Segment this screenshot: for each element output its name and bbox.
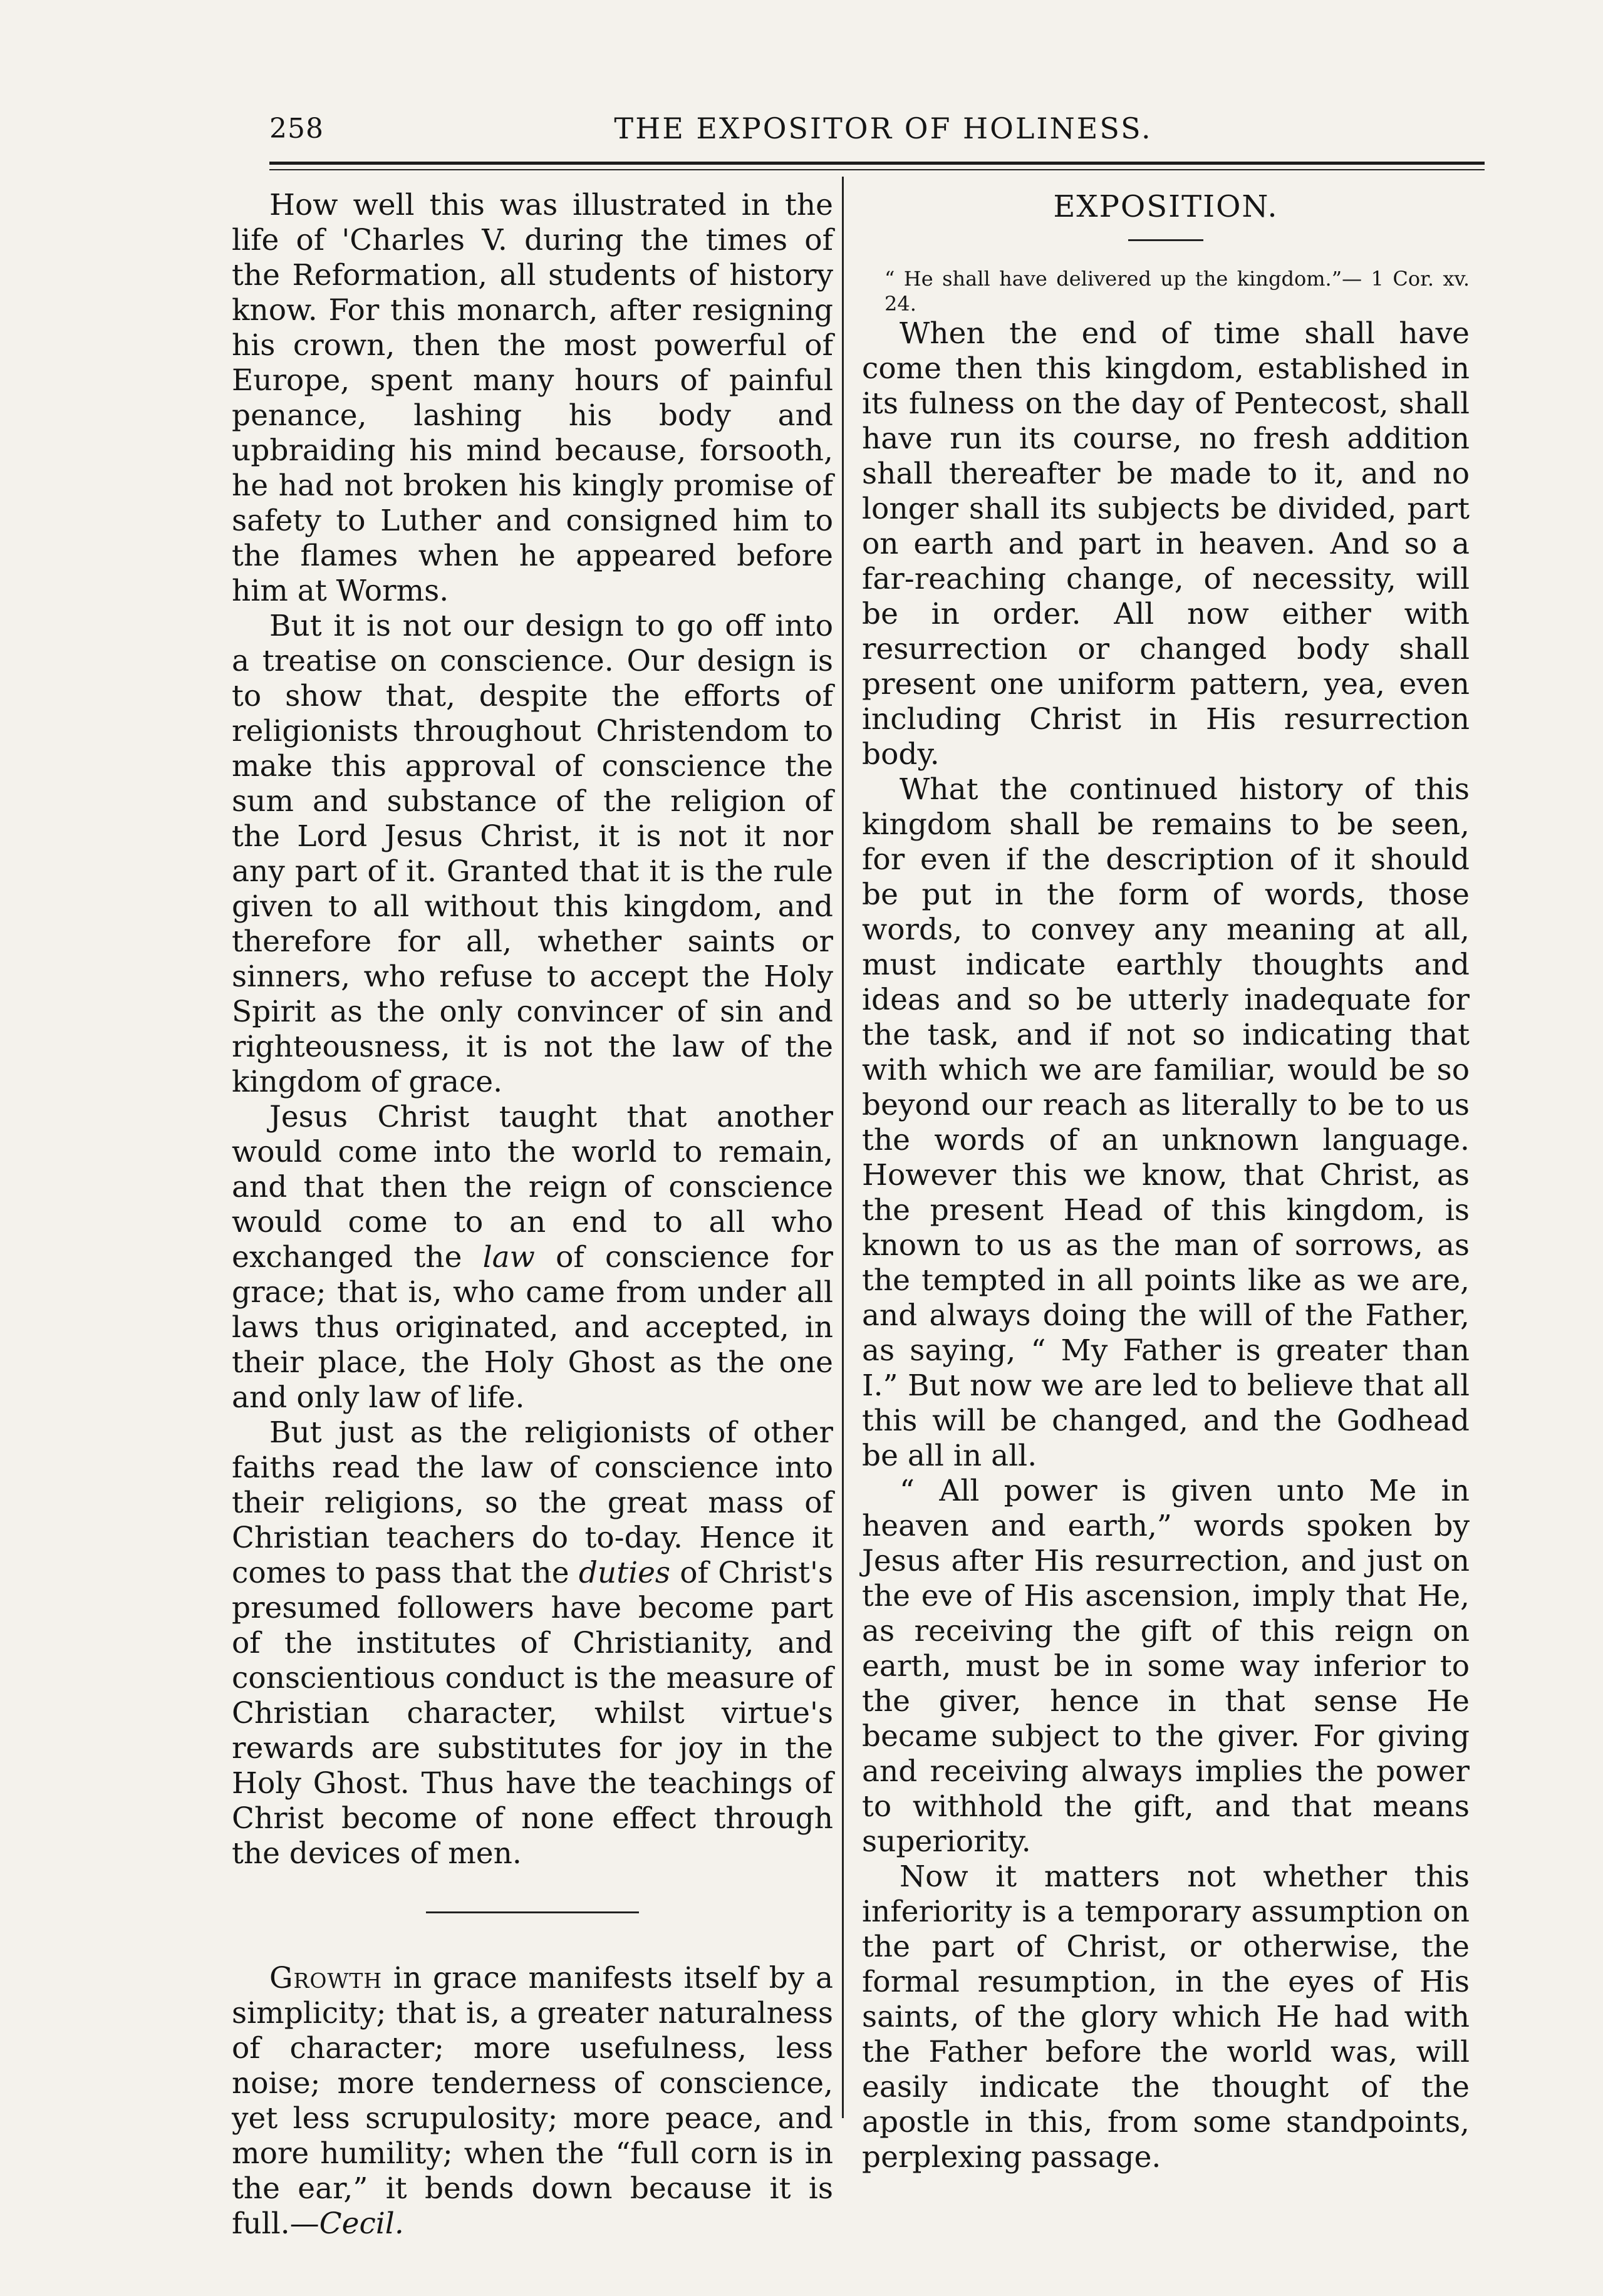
left-column: [232, 188, 833, 2242]
column-divider: [842, 177, 844, 2118]
growth-author: Cecil.: [319, 2206, 404, 2241]
section-separator: [426, 1911, 639, 1913]
left-paragraph-4: [232, 1415, 833, 1871]
growth-paragraph: [232, 1961, 833, 2242]
text-run: of Christ's presumed followers have become part of the institutes of Christianity, and conscientious conduct is the measure of Christian character, whilst virtue's rewards are substitutes for joy in the Holy Ghost. Thus have the teachings of Christ become of none effect through the devices of men.: [232, 1556, 833, 1871]
title-rule: [1128, 239, 1203, 241]
page-header: [269, 106, 1497, 157]
text-run: Jesus Christ taught that another would come into the world to remain, and that then the reign of conscience would come to an end to all who exchanged the: [232, 1100, 833, 1275]
epigraph: “ He shall have delivered up the kingdom.”— 1 Cor. xv. 24.: [885, 267, 1470, 316]
left-paragraph-2: But it is not our design to go off into a treatise on conscience. Our design is to show that, despite the efforts of religionists throughout Christendom to make this approval of conscience the sum and substance of the religion of the Lord Jesus Christ, it is not it nor any part of it. Granted that it is the rule given to all without this kingdom, and therefore for all, whether saints or sinners, who refuse to accept the Holy Spirit as the only convincer of sin and righteousness, it is not the law of the kingdom of grace.: [232, 609, 833, 1099]
right-paragraph-3: “ All power is given unto Me in heaven and earth,” words spoken by Jesus after His resurrection, and just on the eve of His ascension, imply that He, as receiving the gift of this reign on earth, must be in some way inferior to the giver, hence in that sense He became subject to the giver. For giving and receiving always implies the power to withhold the gift, and that means superiority.: [862, 1474, 1470, 1859]
growth-text: in grace manifests itself by a simplicity; that is, a greater naturalness of character; more usefulness, less noise; more tenderness of conscience, yet less scrupulosity; more peace, and more humility; when the “full corn is in the ear,” it bends down because it is full.—: [232, 1961, 833, 2241]
header-rule-thick: [269, 162, 1485, 165]
page-number: 258: [269, 113, 324, 145]
header-rule-thin: [269, 169, 1485, 170]
emphasis-duties: duties: [578, 1556, 671, 1590]
right-paragraph-4: Now it matters not whether this inferiority is a temporary assumption on the part of Christ, or otherwise, the formal resumption, in the eyes of His saints, of the glory which He had with the Father before the world was, will easily indicate the thought of the apostle in this, from some standpoints, perplexing passage.: [862, 1859, 1470, 2174]
emphasis-law: law: [482, 1240, 535, 1275]
left-paragraph-3: [232, 1100, 833, 1415]
text-run: of conscience for grace; that is, who came from under all laws thus originated, and accepted, in their place, the Holy Ghost as the one and only law of life.: [232, 1240, 833, 1415]
text-run: But just as the religionists of other faiths read the law of conscience into their religions, so the great mass of Christian teachers do to-day. Hence it comes to pass that the: [232, 1415, 833, 1590]
right-paragraph-2: What the continued history of this kingdom shall be remains to be seen, for even if the description of it should be put in the form of words, those words, to convey any meaning at all, must indicate earthly thoughts and ideas and so be utterly inadequate for the task, and if not so indicating that with which we are familiar, would be so beyond our reach as literally to be to us the words of an unknown language. However this we know, that Christ, as the present Head of this kingdom, is known to us as the man of sorrows, as the tempted in all points like as we are, and always doing the will of the Father, as saying, “ My Father is greater than I.” But now we are led to believe that all this will be changed, and the Godhead be all in all.: [862, 772, 1470, 1473]
exposition-title: EXPOSITION.: [1053, 189, 1279, 224]
right-paragraph-1: When the end of time shall have come then this kingdom, established in its fulness on the day of Pentecost, shall have run its course, no fresh addition shall thereafter be made to it, and no longer shall its subjects be divided, part on earth and part in heaven. And so a far-reaching change, of necessity, will be in order. All now either with resurrection or changed body shall present one uniform pattern, yea, even including Christ in His resurrection body.: [862, 316, 1470, 772]
growth-lead-word: Growth: [269, 1961, 383, 1995]
right-column: [862, 188, 1470, 2175]
running-head: THE EXPOSITOR OF HOLINESS.: [614, 111, 1153, 145]
left-paragraph-1: How well this was illustrated in the life of 'Charles V. during the times of the Reformation, all students of history know. For this monarch, after resigning his crown, then the most powerful of Europe, spent many hours of painful penance, lashing his body and upbraiding his mind because, forsooth, he had not broken his kingly promise of safety to Luther and consigned him to the flames when he appeared before him at Worms.: [232, 188, 833, 608]
